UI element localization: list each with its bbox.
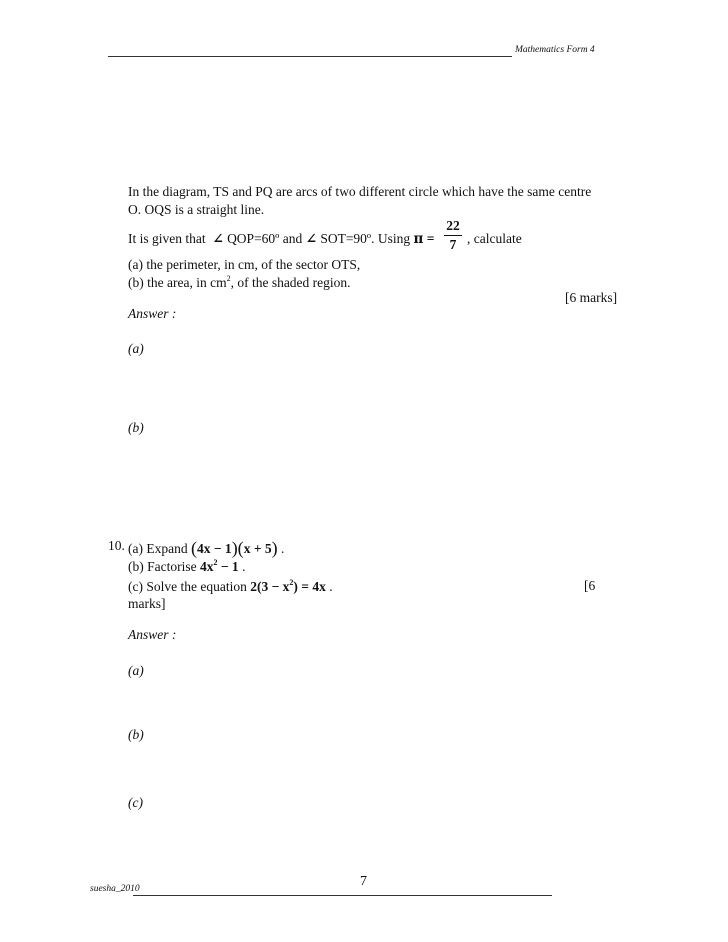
factor-two: x + 5 [243, 541, 272, 556]
q10-part-a-label: (a) Expand [128, 541, 188, 556]
angle-icon: ∠ [209, 231, 228, 246]
footer-rule [133, 895, 552, 896]
q10-answer-b: (b) [128, 727, 144, 742]
page-number: 7 [360, 874, 367, 889]
q10-marks-open: [6 [584, 578, 596, 593]
q10-answer-c: (c) [128, 795, 143, 810]
q10-marks-close: marks] [128, 596, 166, 611]
expr-exponent: 2 [213, 558, 218, 567]
fraction-bar [444, 235, 462, 236]
q9-given-prefix: It is given that [128, 231, 206, 246]
q10-part-c-label: (c) Solve the equation [128, 579, 247, 594]
q10-factorise-expression [200, 559, 239, 574]
q10-part-b-end: . [242, 559, 246, 574]
q10-expand-expression: (4x − 1)(x + 5) [190, 538, 278, 558]
factor-one: 4x − 1 [196, 541, 232, 556]
q10-number: 10. [108, 538, 125, 553]
header-rule [108, 56, 512, 57]
fraction-numerator: 22 [446, 218, 460, 233]
header-title: Mathematics Form 4 [515, 45, 595, 55]
q9-text-line1: In the diagram, TS and PQ are arcs of two different circle which have the same centre [128, 184, 592, 199]
footer-author: suesha_2010 [90, 884, 140, 894]
q9-marks: [6 marks] [565, 290, 618, 305]
eq-exponent: 2 [289, 578, 294, 587]
q9-text-line2: O. OQS is a straight line. [128, 202, 265, 217]
pi-symbol: π [413, 231, 424, 247]
expr-tail: − 1 [217, 559, 239, 574]
q10-part-a [128, 538, 284, 559]
q9-answer-label: Answer : [128, 306, 177, 321]
q10-equation-expression [250, 579, 326, 594]
q9-answer-a: (a) [128, 341, 144, 356]
q9-angle-sot: SOT=90º. Using [320, 231, 411, 246]
q9-given-line [128, 231, 434, 247]
q9-part-b-text-end: , of the shaded region. [230, 275, 351, 290]
expr-base: 4x [199, 559, 214, 574]
q9-answer-b: (b) [128, 420, 144, 435]
q9-part-b-text: (b) the area, in cm [128, 275, 227, 290]
q10-part-a-end: . [281, 541, 285, 556]
q9-part-b-sup: 2 [226, 274, 231, 283]
q10-part-c [128, 578, 333, 595]
q9-angle-qop: QOP=60º and [227, 231, 303, 246]
q10-answer-label: Answer : [128, 627, 177, 642]
q9-calculate: , calculate [467, 231, 522, 246]
fraction-denominator: 7 [449, 237, 457, 252]
angle-icon: ∠ [305, 231, 321, 246]
q10-part-b [128, 558, 245, 575]
eq-right: ) = 4x [293, 579, 326, 594]
q10-part-b-label: (b) Factorise [128, 559, 197, 574]
pi-fraction [444, 219, 462, 252]
q9-part-a: (a) the perimeter, in cm, of the sector OTS, [128, 257, 361, 272]
equals-sign: = [426, 231, 435, 246]
q10-part-c-end: . [329, 579, 333, 594]
q9-part-b [128, 274, 351, 291]
eq-left: 2(3 − x [250, 579, 290, 594]
q10-answer-a: (a) [128, 663, 144, 678]
